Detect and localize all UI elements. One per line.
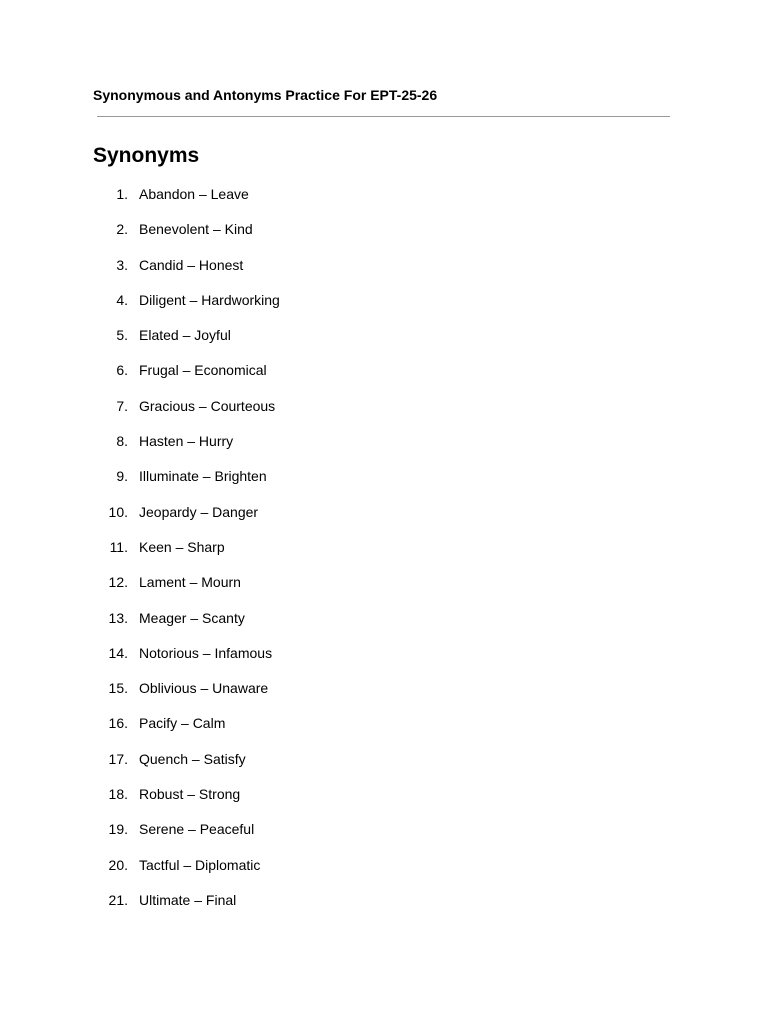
list-item-number: 1. — [116, 186, 128, 202]
list-item-number: 18. — [108, 786, 128, 803]
list-item — [0, 537, 768, 572]
synonym-list — [0, 184, 768, 925]
list-item-word-pair: Quench – Satisfy — [139, 750, 246, 767]
list-item-word-pair: Tactful – Diplomatic — [139, 856, 261, 873]
list-item — [0, 713, 768, 748]
list-item-word-pair: Lament – Mourn — [139, 574, 241, 591]
page-header-title: Synonymous and Antonyms Practice For EPT-25-26 — [93, 87, 438, 103]
list-item — [0, 396, 768, 431]
list-item — [0, 325, 768, 360]
list-item-word-pair: Benevolent – Kind — [139, 221, 253, 238]
list-item-number: 16. — [108, 715, 128, 732]
list-item-word-pair: Jeopardy – Danger — [139, 503, 259, 520]
list-item-number: 20. — [108, 856, 128, 873]
list-item-word-pair: Oblivious – Unaware — [139, 680, 269, 697]
list-item — [0, 890, 768, 925]
list-item-word-pair: Pacify – Calm — [139, 715, 226, 732]
list-item-word-pair: Abandon – Leave — [139, 186, 249, 202]
list-item — [0, 502, 768, 537]
list-item — [0, 184, 768, 219]
list-item-number: 9. — [116, 468, 128, 485]
list-item-number: 21. — [108, 891, 128, 908]
section-heading-synonyms: Synonyms — [93, 144, 200, 167]
list-item — [0, 572, 768, 607]
list-item-word-pair: Robust – Strong — [139, 786, 241, 803]
list-item-number: 8. — [116, 433, 128, 450]
list-item — [0, 643, 768, 678]
list-item-word-pair: Serene – Peaceful — [139, 821, 255, 838]
list-item — [0, 819, 768, 854]
list-item-number: 10. — [108, 503, 128, 520]
list-item — [0, 255, 768, 290]
list-item-number: 3. — [116, 256, 128, 273]
list-item-word-pair: Frugal – Economical — [139, 362, 267, 379]
list-item-number: 11. — [109, 538, 128, 555]
list-item-word-pair: Notorious – Infamous — [139, 644, 273, 661]
list-item-word-pair: Diligent – Hardworking — [139, 291, 280, 308]
list-item-number: 12. — [108, 574, 128, 591]
list-item-word-pair: Ultimate – Final — [139, 891, 237, 908]
list-item — [0, 608, 768, 643]
list-item — [0, 466, 768, 501]
list-item — [0, 749, 768, 784]
list-item-number: 19. — [108, 821, 128, 838]
list-item — [0, 678, 768, 713]
list-item — [0, 784, 768, 819]
list-item — [0, 431, 768, 466]
list-item — [0, 855, 768, 890]
list-item-number: 4. — [116, 291, 128, 308]
list-item-number: 2. — [116, 221, 128, 238]
header-divider — [97, 116, 670, 117]
list-item-word-pair: Gracious – Courteous — [139, 397, 276, 414]
list-item-number: 5. — [116, 327, 128, 344]
list-item-number: 15. — [108, 680, 128, 697]
list-item — [0, 290, 768, 325]
list-item-word-pair: Keen – Sharp — [139, 538, 225, 555]
list-item-word-pair: Hasten – Hurry — [139, 433, 234, 450]
list-item-word-pair: Candid – Honest — [139, 256, 244, 273]
list-item-number: 17. — [108, 750, 128, 767]
list-item — [0, 219, 768, 254]
list-item — [0, 360, 768, 395]
list-item-word-pair: Elated – Joyful — [139, 327, 231, 344]
list-item-word-pair: Illuminate – Brighten — [139, 468, 267, 485]
list-item-number: 6. — [116, 362, 128, 379]
list-item-number: 13. — [108, 609, 128, 626]
list-item-number: 14. — [108, 644, 128, 661]
list-item-number: 7. — [116, 397, 128, 414]
list-item-word-pair: Meager – Scanty — [139, 609, 245, 626]
